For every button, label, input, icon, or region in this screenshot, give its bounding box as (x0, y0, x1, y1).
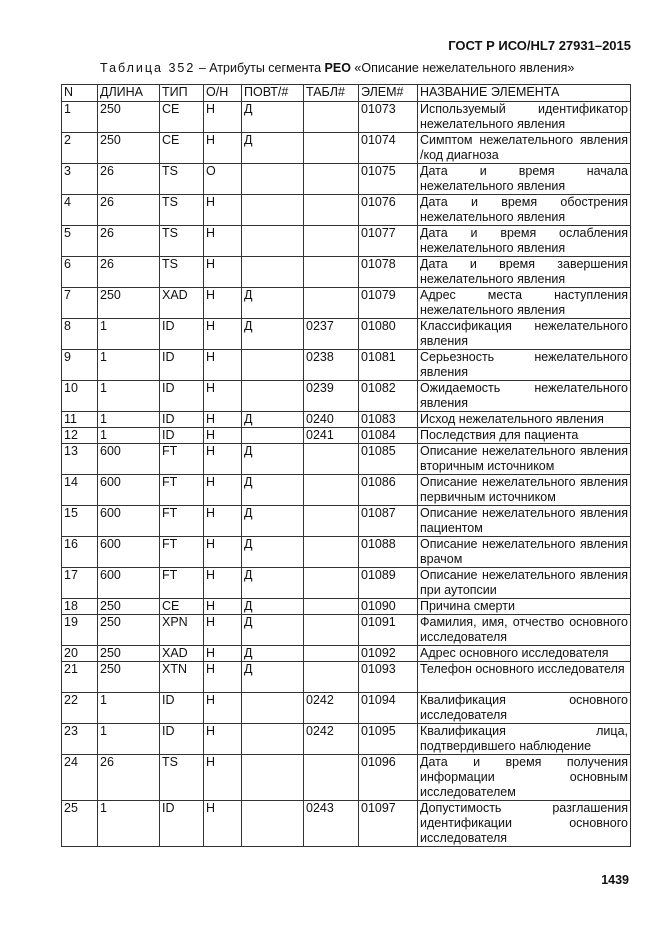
cell-table: 0237 (304, 319, 359, 350)
cell-type: ID (160, 350, 204, 381)
cell-n: 21 (62, 662, 98, 693)
cell-repeat: Д (242, 412, 304, 428)
cell-table (304, 662, 359, 693)
cell-element: 01079 (359, 288, 418, 319)
table-row (62, 724, 631, 755)
cell-optionality: Н (204, 195, 242, 226)
cell-table: 0239 (304, 381, 359, 412)
cell-type: TS (160, 226, 204, 257)
cell-n: 23 (62, 724, 98, 755)
cell-n: 2 (62, 133, 98, 164)
cell-optionality: Н (204, 755, 242, 801)
cell-length: 250 (98, 615, 160, 646)
cell-optionality: Н (204, 226, 242, 257)
cell-table: 0238 (304, 350, 359, 381)
cell-length: 600 (98, 444, 160, 475)
cell-length: 1 (98, 412, 160, 428)
cell-n: 17 (62, 568, 98, 599)
cell-repeat: Д (242, 599, 304, 615)
cell-optionality: Н (204, 257, 242, 288)
cell-element-name: Адрес места наступления нежелательного явления (418, 288, 631, 319)
cell-type: CE (160, 102, 204, 133)
table-row (62, 412, 631, 428)
cell-type: ID (160, 724, 204, 755)
caption-label: Таблица 352 (100, 61, 196, 75)
cell-type: XTN (160, 662, 204, 693)
cell-length: 26 (98, 195, 160, 226)
cell-repeat (242, 164, 304, 195)
cell-type: TS (160, 257, 204, 288)
cell-optionality: Н (204, 288, 242, 319)
cell-table (304, 615, 359, 646)
cell-repeat: Д (242, 506, 304, 537)
cell-repeat: Д (242, 319, 304, 350)
cell-table (304, 102, 359, 133)
cell-type: ID (160, 801, 204, 847)
cell-repeat: Д (242, 102, 304, 133)
cell-optionality: Н (204, 428, 242, 444)
cell-element-name: Телефон основного исследователя (418, 662, 631, 693)
cell-table (304, 568, 359, 599)
cell-table: 0242 (304, 693, 359, 724)
cell-table: 0243 (304, 801, 359, 847)
column-header: N (62, 85, 98, 102)
cell-optionality: О (204, 164, 242, 195)
cell-n: 22 (62, 693, 98, 724)
cell-element: 01073 (359, 102, 418, 133)
table-row (62, 599, 631, 615)
cell-optionality: Н (204, 646, 242, 662)
cell-repeat (242, 226, 304, 257)
cell-type: TS (160, 755, 204, 801)
table-row (62, 226, 631, 257)
cell-repeat: Д (242, 537, 304, 568)
cell-length: 600 (98, 475, 160, 506)
column-header: НАЗВАНИЕ ЭЛЕМЕНТА (418, 85, 631, 102)
cell-optionality: Н (204, 412, 242, 428)
cell-length: 1 (98, 801, 160, 847)
cell-table (304, 506, 359, 537)
table-row (62, 381, 631, 412)
cell-n: 4 (62, 195, 98, 226)
cell-element: 01092 (359, 646, 418, 662)
cell-element: 01076 (359, 195, 418, 226)
cell-type: XAD (160, 646, 204, 662)
cell-type: ID (160, 319, 204, 350)
cell-element: 01077 (359, 226, 418, 257)
cell-length: 26 (98, 257, 160, 288)
cell-element-name: Дата и время начала нежелательного явления (418, 164, 631, 195)
table-row (62, 646, 631, 662)
cell-element: 01085 (359, 444, 418, 475)
cell-type: FT (160, 568, 204, 599)
cell-type: XPN (160, 615, 204, 646)
cell-element: 01097 (359, 801, 418, 847)
cell-length: 250 (98, 599, 160, 615)
cell-element: 01089 (359, 568, 418, 599)
cell-type: FT (160, 506, 204, 537)
column-header: ДЛИНА (98, 85, 160, 102)
cell-repeat (242, 195, 304, 226)
table-row (62, 662, 631, 693)
cell-length: 1 (98, 350, 160, 381)
cell-length: 600 (98, 568, 160, 599)
table-row (62, 164, 631, 195)
cell-length: 26 (98, 226, 160, 257)
table-row (62, 801, 631, 847)
cell-element: 01082 (359, 381, 418, 412)
table-row (62, 537, 631, 568)
cell-element-name: Симптом нежелательного явления /код диагноза (418, 133, 631, 164)
cell-element-name: Описание нежелательного явления пациентом (418, 506, 631, 537)
cell-element-name: Дата и время завершения нежелательного явления (418, 257, 631, 288)
cell-length: 250 (98, 288, 160, 319)
cell-n: 12 (62, 428, 98, 444)
cell-element-name: Описание нежелательного явления врачом (418, 537, 631, 568)
attributes-table (61, 84, 631, 847)
standard-header: ГОСТ Р ИСО/HL7 27931–2015 (448, 38, 631, 53)
cell-length: 1 (98, 428, 160, 444)
caption-title: «Описание нежелательного явления» (350, 61, 575, 75)
cell-type: ID (160, 693, 204, 724)
cell-n: 14 (62, 475, 98, 506)
table-row (62, 615, 631, 646)
cell-element-name: Описание нежелательного явления при аутопсии (418, 568, 631, 599)
table-row (62, 350, 631, 381)
cell-repeat (242, 801, 304, 847)
cell-optionality: Н (204, 444, 242, 475)
cell-element: 01087 (359, 506, 418, 537)
cell-table (304, 226, 359, 257)
cell-length: 250 (98, 662, 160, 693)
cell-n: 1 (62, 102, 98, 133)
cell-element-name: Описание нежелательного явления вторичным источником (418, 444, 631, 475)
cell-type: CE (160, 133, 204, 164)
cell-optionality: Н (204, 724, 242, 755)
cell-optionality: Н (204, 662, 242, 693)
cell-repeat (242, 428, 304, 444)
cell-element-name: Ожидаемость нежелательного явления (418, 381, 631, 412)
cell-n: 16 (62, 537, 98, 568)
cell-length: 600 (98, 537, 160, 568)
cell-n: 9 (62, 350, 98, 381)
cell-n: 18 (62, 599, 98, 615)
cell-n: 20 (62, 646, 98, 662)
cell-repeat (242, 693, 304, 724)
cell-table (304, 646, 359, 662)
cell-length: 1 (98, 381, 160, 412)
cell-optionality: Н (204, 506, 242, 537)
cell-table (304, 755, 359, 801)
cell-length: 250 (98, 102, 160, 133)
cell-element-name: Квалификация лица, подтвердившего наблюдение (418, 724, 631, 755)
cell-type: TS (160, 164, 204, 195)
cell-element-name: Серьезность нежелательного явления (418, 350, 631, 381)
cell-optionality: Н (204, 568, 242, 599)
cell-table (304, 444, 359, 475)
cell-optionality: Н (204, 350, 242, 381)
cell-element: 01095 (359, 724, 418, 755)
cell-repeat (242, 724, 304, 755)
cell-n: 11 (62, 412, 98, 428)
table-header-row (62, 85, 631, 102)
cell-element: 01075 (359, 164, 418, 195)
cell-table (304, 599, 359, 615)
cell-optionality: Н (204, 537, 242, 568)
cell-optionality: Н (204, 319, 242, 350)
cell-repeat (242, 257, 304, 288)
column-header: О/Н (204, 85, 242, 102)
table-row (62, 288, 631, 319)
cell-table (304, 257, 359, 288)
cell-element-name: Последствия для пациента (418, 428, 631, 444)
cell-element: 01080 (359, 319, 418, 350)
cell-length: 600 (98, 506, 160, 537)
cell-element: 01083 (359, 412, 418, 428)
cell-type: ID (160, 428, 204, 444)
table-row (62, 568, 631, 599)
cell-table (304, 475, 359, 506)
table-row (62, 195, 631, 226)
table-row (62, 257, 631, 288)
cell-n: 8 (62, 319, 98, 350)
cell-length: 1 (98, 693, 160, 724)
table-row (62, 755, 631, 801)
cell-table: 0242 (304, 724, 359, 755)
cell-repeat: Д (242, 444, 304, 475)
cell-repeat (242, 350, 304, 381)
cell-n: 25 (62, 801, 98, 847)
cell-element-name: Допустимость разглашения идентификации основного исследователя (418, 801, 631, 847)
cell-element: 01088 (359, 537, 418, 568)
cell-table: 0240 (304, 412, 359, 428)
cell-element: 01094 (359, 693, 418, 724)
cell-type: TS (160, 195, 204, 226)
column-header: ПОВТ/# (242, 85, 304, 102)
cell-type: XAD (160, 288, 204, 319)
cell-length: 250 (98, 646, 160, 662)
cell-table (304, 195, 359, 226)
cell-length: 1 (98, 724, 160, 755)
cell-optionality: Н (204, 475, 242, 506)
cell-element-name: Дата и время получения информации основным исследователем (418, 755, 631, 801)
column-header: ТАБЛ# (304, 85, 359, 102)
cell-type: CE (160, 599, 204, 615)
cell-repeat: Д (242, 475, 304, 506)
cell-element: 01078 (359, 257, 418, 288)
table-caption (100, 61, 574, 75)
cell-length: 250 (98, 133, 160, 164)
cell-type: ID (160, 381, 204, 412)
cell-optionality: Н (204, 615, 242, 646)
column-header: ЭЛЕМ# (359, 85, 418, 102)
cell-type: FT (160, 475, 204, 506)
table-row (62, 428, 631, 444)
cell-element: 01081 (359, 350, 418, 381)
cell-type: FT (160, 537, 204, 568)
cell-optionality: Н (204, 693, 242, 724)
cell-type: ID (160, 412, 204, 428)
cell-repeat (242, 755, 304, 801)
cell-element-name: Дата и время ослабления нежелательного явления (418, 226, 631, 257)
column-header: ТИП (160, 85, 204, 102)
cell-n: 13 (62, 444, 98, 475)
cell-n: 24 (62, 755, 98, 801)
caption-segment: PEO (324, 61, 351, 75)
cell-n: 3 (62, 164, 98, 195)
cell-element-name: Используемый идентификатор нежелательного явления (418, 102, 631, 133)
table-row (62, 444, 631, 475)
cell-n: 7 (62, 288, 98, 319)
table-row (62, 102, 631, 133)
cell-repeat: Д (242, 133, 304, 164)
cell-length: 1 (98, 319, 160, 350)
cell-element: 01074 (359, 133, 418, 164)
cell-element: 01091 (359, 615, 418, 646)
cell-optionality: Н (204, 133, 242, 164)
cell-element-name: Описание нежелательного явления первичным источником (418, 475, 631, 506)
cell-element: 01084 (359, 428, 418, 444)
cell-element-name: Адрес основного исследователя (418, 646, 631, 662)
cell-optionality: Н (204, 599, 242, 615)
cell-table (304, 164, 359, 195)
cell-length: 26 (98, 755, 160, 801)
table-row (62, 319, 631, 350)
table-row (62, 506, 631, 537)
cell-element: 01086 (359, 475, 418, 506)
cell-optionality: Н (204, 801, 242, 847)
cell-optionality: Н (204, 102, 242, 133)
cell-element: 01090 (359, 599, 418, 615)
cell-element-name: Классификация нежелательного явления (418, 319, 631, 350)
cell-table: 0241 (304, 428, 359, 444)
table-row (62, 693, 631, 724)
table-body (62, 102, 631, 847)
cell-element-name: Квалификация основного исследователя (418, 693, 631, 724)
cell-n: 10 (62, 381, 98, 412)
page-number: 1439 (601, 873, 629, 887)
cell-repeat: Д (242, 288, 304, 319)
cell-table (304, 537, 359, 568)
cell-length: 26 (98, 164, 160, 195)
cell-type: FT (160, 444, 204, 475)
cell-n: 6 (62, 257, 98, 288)
cell-repeat: Д (242, 568, 304, 599)
cell-element-name: Дата и время обострения нежелательного явления (418, 195, 631, 226)
caption-dash: – Атрибуты сегмента (195, 61, 325, 75)
cell-repeat: Д (242, 646, 304, 662)
cell-n: 19 (62, 615, 98, 646)
cell-element-name: Фамилия, имя, отчество основного исследователя (418, 615, 631, 646)
cell-element-name: Причина смерти (418, 599, 631, 615)
cell-repeat: Д (242, 662, 304, 693)
table-row (62, 133, 631, 164)
cell-element: 01096 (359, 755, 418, 801)
cell-repeat (242, 381, 304, 412)
cell-element: 01093 (359, 662, 418, 693)
cell-repeat: Д (242, 615, 304, 646)
table-row (62, 475, 631, 506)
cell-n: 15 (62, 506, 98, 537)
cell-n: 5 (62, 226, 98, 257)
cell-optionality: Н (204, 381, 242, 412)
cell-table (304, 288, 359, 319)
cell-element-name: Исход нежелательного явления (418, 412, 631, 428)
cell-table (304, 133, 359, 164)
